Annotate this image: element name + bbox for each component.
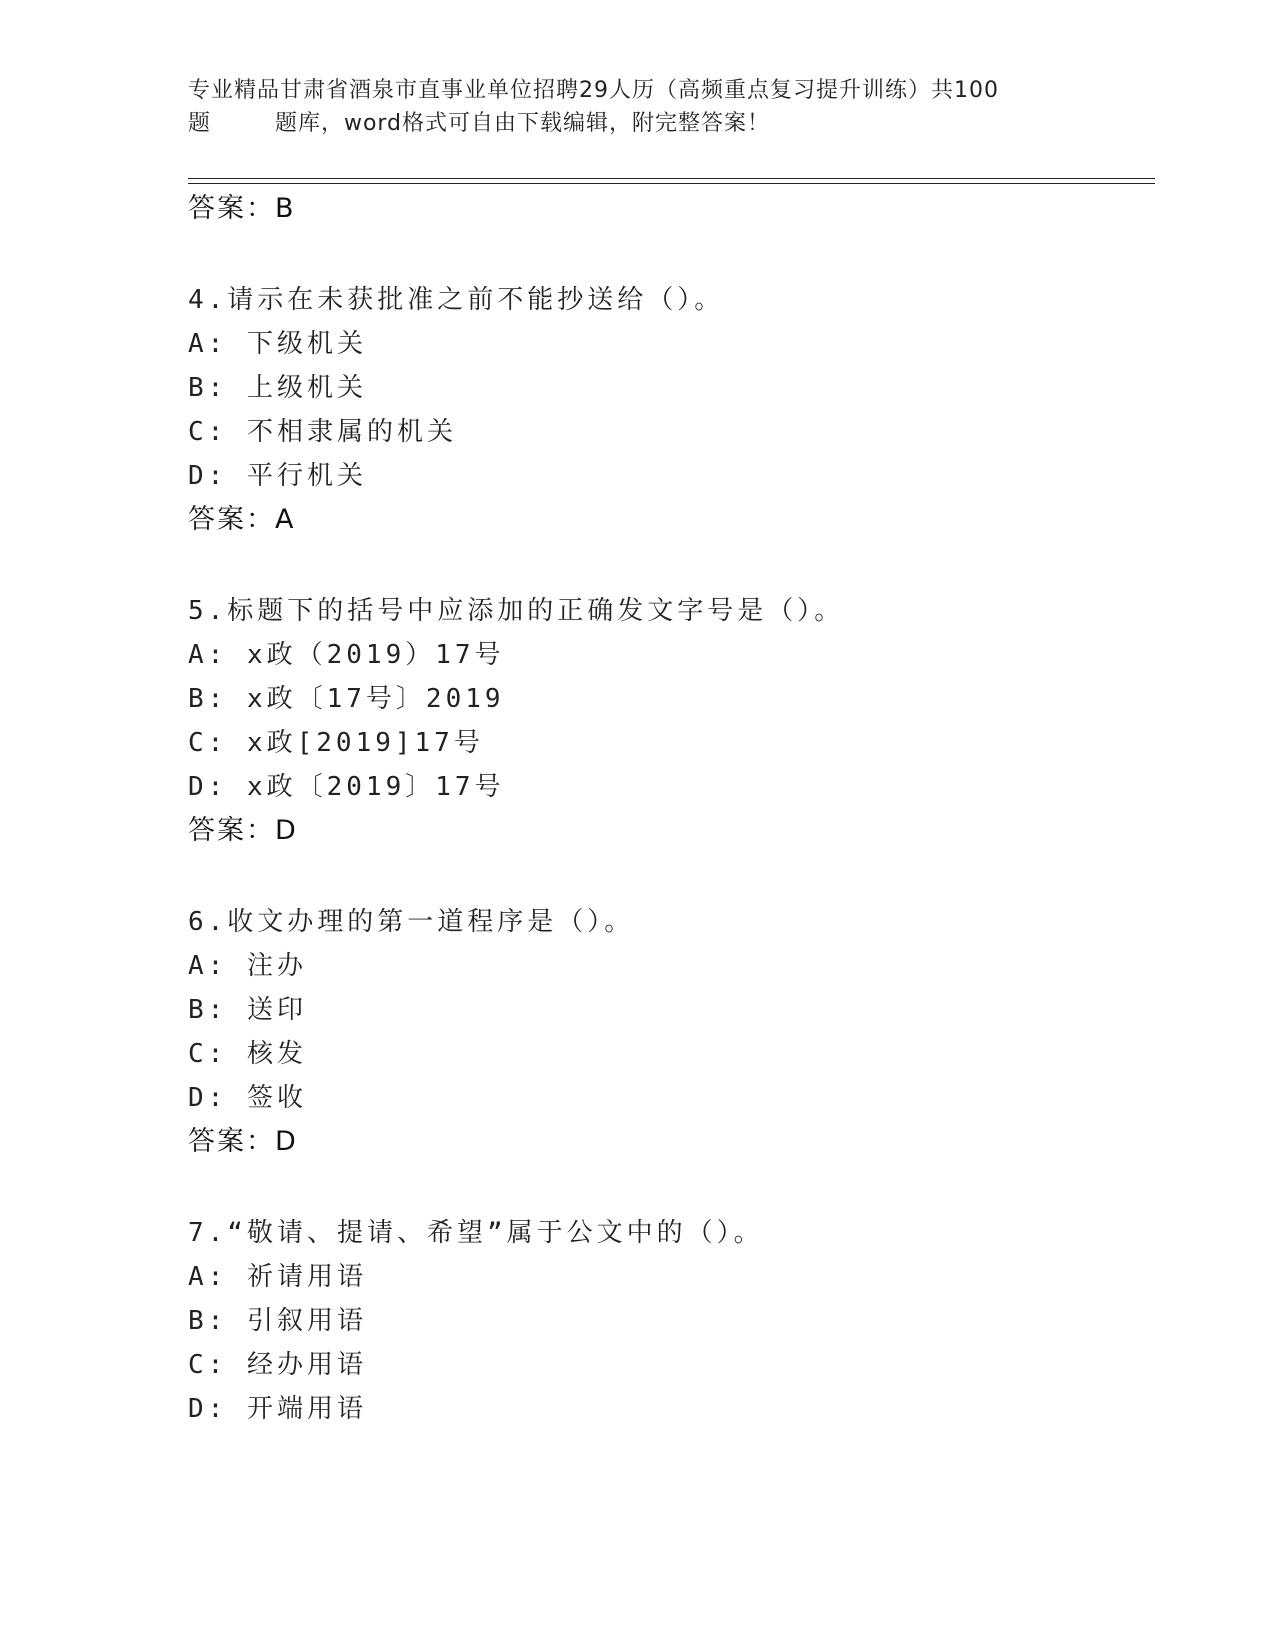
question-7-option-a: A: 祈请用语: [188, 1262, 367, 1292]
question-6: 6.收文办理的第一道程序是（）。: [188, 907, 635, 937]
question-4-answer: 答案：A: [188, 504, 296, 535]
question-4: 4.请示在未获批准之前不能抄送给（）。: [188, 285, 725, 315]
question-5-option-c: C: x政[2019]17号: [188, 728, 484, 758]
question-6-option-b: B: 送印: [188, 995, 307, 1025]
question-4-option-b: B: 上级机关: [188, 373, 367, 403]
question-6-option-d: D: 签收: [188, 1083, 307, 1113]
header-divider-bottom: [188, 183, 1155, 184]
question-5-option-d: D: x政〔2019〕17号: [188, 772, 505, 802]
question-6-answer: 答案：D: [188, 1126, 298, 1157]
header-line-2: 题 题库，word格式可自由下载编辑，附完整答案！: [188, 111, 771, 136]
header-line-1: 专业精品甘肃省酒泉市直事业单位招聘29人历（高频重点复习提升训练）共100: [188, 78, 999, 103]
question-4-option-a: A: 下级机关: [188, 329, 367, 359]
question-5-option-a: A: x政（2019）17号: [188, 640, 505, 670]
document-header: [188, 74, 1088, 140]
question-6-option-a: A: 注办: [188, 951, 307, 981]
question-4-option-c: C: 不相隶属的机关: [188, 417, 457, 447]
question-4-option-d: D: 平行机关: [188, 461, 367, 491]
question-7: 7.“敬请、提请、希望”属于公文中的（）。: [188, 1218, 764, 1248]
question-7-option-d: D: 开端用语: [188, 1394, 367, 1424]
question-5: 5.标题下的括号中应添加的正确发文字号是（）。: [188, 596, 845, 626]
question-7-option-c: C: 经办用语: [188, 1350, 367, 1380]
header-divider-top: [188, 178, 1155, 179]
question-6-option-c: C: 核发: [188, 1039, 307, 1069]
answer-previous: 答案：B: [188, 193, 296, 224]
question-5-option-b: B: x政〔17号〕2019: [188, 684, 505, 714]
question-5-answer: 答案：D: [188, 815, 298, 846]
question-7-option-b: B: 引叙用语: [188, 1306, 367, 1336]
